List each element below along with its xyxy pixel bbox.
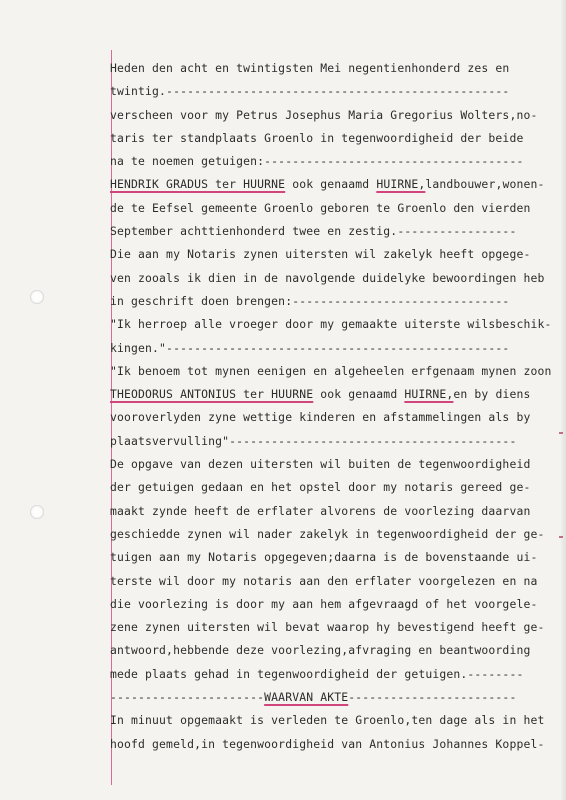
text-line bbox=[110, 500, 554, 523]
text-line bbox=[110, 523, 554, 546]
text-segment: ook genaamd bbox=[285, 177, 377, 192]
text-segment: in geschrift doen brengen:------------------------------- bbox=[110, 293, 510, 308]
text-segment: der getuigen gedaan en het opstel door my notaris gereed ge- bbox=[110, 480, 531, 495]
underlined-name: HENDRIK GRADUS ter HUURNE bbox=[110, 177, 286, 192]
text-segment: kingen."------------------------------------------------- bbox=[110, 340, 510, 355]
text-line bbox=[110, 406, 554, 429]
text-segment: September achttienhonderd twee en zestig.----------------- bbox=[110, 224, 517, 239]
text-segment: plaatsvervulling"----------------------------------------- bbox=[110, 433, 517, 448]
text-segment: zene zynen uitersten wil bevat waarop hy bevestigend heeft ge- bbox=[110, 620, 545, 635]
text-segment: In minuut opgemaakt is verleden te Groenlo,ten dage als in het bbox=[110, 713, 545, 728]
text-line bbox=[110, 663, 554, 686]
text-line bbox=[110, 173, 554, 196]
text-line bbox=[110, 313, 554, 336]
text-line bbox=[110, 290, 554, 313]
text-line bbox=[110, 383, 554, 406]
document-body bbox=[110, 57, 554, 756]
punch-hole-bottom bbox=[30, 505, 44, 519]
text-segment: "Ik benoem tot mynen eenigen en algeheelen erfgenaam mynen zoon bbox=[110, 363, 552, 378]
text-line bbox=[110, 430, 554, 453]
text-line bbox=[110, 546, 554, 569]
text-segment: verscheen voor my Petrus Josephus Maria Gregorius Wolters,no- bbox=[110, 107, 538, 122]
text-segment: geschiedde zynen wil nader zakelyk in tegenwoordigheid der ge- bbox=[110, 526, 545, 541]
text-segment: "Ik herroep alle vroeger door my gemaakte uiterste wilsbeschik- bbox=[110, 317, 552, 332]
text-line bbox=[110, 709, 554, 732]
text-segment: de te Eefsel gemeente Groenlo geboren te Groenlo den vierden bbox=[110, 200, 531, 215]
text-line bbox=[110, 127, 554, 150]
text-line bbox=[110, 104, 554, 127]
text-line bbox=[110, 360, 554, 383]
page-edge-shadow bbox=[560, 0, 566, 800]
underlined-name: HUIRNE, bbox=[404, 387, 454, 402]
text-segment: tuigen aan my Notaris opgegeven;daarna is de bovenstaande ui- bbox=[110, 550, 538, 565]
text-line bbox=[110, 639, 554, 662]
text-segment: twintig.------------------------------------------------- bbox=[110, 84, 510, 99]
text-line bbox=[110, 686, 554, 709]
punch-hole-top bbox=[30, 290, 44, 304]
text-line bbox=[110, 197, 554, 220]
text-segment: ---------------------- bbox=[110, 690, 265, 705]
margin-tick-mark bbox=[559, 536, 563, 538]
text-segment: De opgave van dezen uitersten wil buiten de tegenwoordigheid bbox=[110, 457, 531, 472]
text-line bbox=[110, 150, 554, 173]
text-segment: ook genaamd bbox=[313, 387, 405, 402]
text-segment: hoofd gemeld,in tegenwoordigheid van Antonius Johannes Koppel- bbox=[110, 736, 545, 751]
text-segment: vooroverlyden zyne wettige kinderen en afstammelingen als by bbox=[110, 410, 531, 425]
text-line bbox=[110, 593, 554, 616]
text-line bbox=[110, 570, 554, 593]
text-line bbox=[110, 616, 554, 639]
text-segment: terste wil door my notaris aan den erflater voorgelezen en na bbox=[110, 573, 538, 588]
text-segment: Die aan my Notaris zynen uitersten wil zakelyk heeft opgege- bbox=[110, 247, 531, 262]
text-segment: na te noemen getuigen:------------------------------------- bbox=[110, 154, 524, 169]
text-line bbox=[110, 243, 554, 266]
text-line bbox=[110, 220, 554, 243]
text-segment: Heden den acht en twintigsten Mei negentienhonderd zes en bbox=[110, 61, 510, 75]
text-segment: ------------------------ bbox=[348, 690, 517, 705]
text-line bbox=[110, 476, 554, 499]
text-segment: mede plaats gehad in tegenwoordigheid der getuigen.-------- bbox=[110, 666, 524, 681]
underlined-name: WAARVAN AKTE bbox=[264, 690, 349, 705]
text-segment: antwoord,hebbende deze voorlezing,afvraging en beantwoording bbox=[110, 643, 531, 658]
text-segment: en by diens bbox=[453, 387, 531, 402]
text-segment: landbouwer,wonen- bbox=[425, 177, 545, 192]
text-line bbox=[110, 57, 554, 80]
underlined-name: THEODORUS ANTONIUS ter HUURNE bbox=[110, 387, 314, 402]
text-line bbox=[110, 267, 554, 290]
margin-tick-mark bbox=[559, 432, 563, 434]
text-segment: maakt zynde heeft de erflater alvorens de voorlezing daarvan bbox=[110, 503, 531, 518]
text-segment: taris ter standplaats Groenlo in tegenwoordigheid der beide bbox=[110, 130, 524, 145]
text-line bbox=[110, 337, 554, 360]
text-line bbox=[110, 80, 554, 103]
text-segment: die voorlezing is door my aan hem afgevraagd of het voorgele- bbox=[110, 596, 538, 611]
text-line bbox=[110, 453, 554, 476]
text-line bbox=[110, 733, 554, 756]
text-segment: ven zooals ik dien in de navolgende duidelyke bewoordingen heb bbox=[110, 270, 545, 285]
underlined-name: HUIRNE, bbox=[376, 177, 426, 192]
